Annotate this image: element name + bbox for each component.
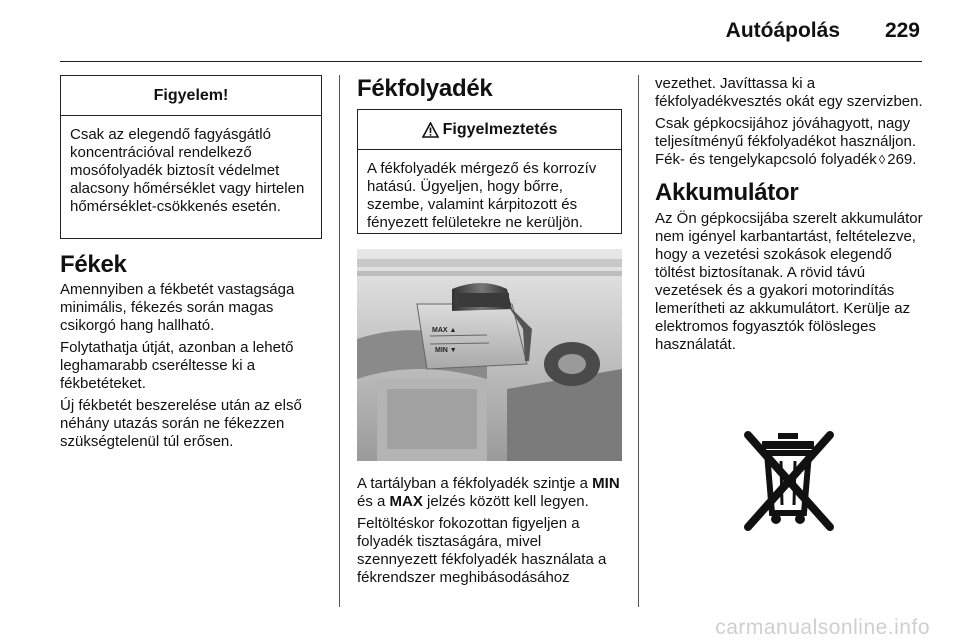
section-heading-brakes: Fékek — [60, 251, 127, 278]
min-label: MIN — [592, 475, 620, 492]
crossed-bin-disposal-icon — [738, 427, 842, 531]
page-number: 229 — [884, 19, 920, 42]
page-header — [60, 0, 922, 62]
min-mark: MIN ▼ — [435, 347, 457, 354]
max-label: MAX — [389, 493, 423, 510]
brakes-paragraph-2: Folytathatja útját, azonban a lehető leghamarabb cseréltesse ki a fékbetéteket. — [60, 339, 294, 392]
text-segment: jelzés között kell legyen. — [427, 493, 589, 510]
section-heading-brake-fluid: Fékfolyadék — [357, 75, 493, 102]
filling-paragraph: Feltöltéskor fokozottan figyeljen a folyadék tisztaságára, mivel szennyezett fékfolyadék használata a fékrendszer meghibásodásához — [357, 515, 607, 586]
notice-text: Csak az elegendő fagyásgátló koncentrációval rendelkező mosófolyadék biztosít védelmet alacsony hőmérséklet vagy hirtelen hőmérséklet-csökkenés esetén. — [70, 126, 305, 215]
battery-paragraph: Az Ön gépkocsijába szerelt akkumulátor nem igényel karbantartást, feltételezve, hogy a vezetési szokások elegendő töltést biztosítanak. A rövid távú vezetések és a gyakori motorindítás lemerítheti az akkumulátort. Kerülje az elektromos fogyasztók fölösleges használatát. — [655, 210, 923, 353]
fluid-level-paragraph — [357, 475, 622, 511]
warning-text: A fékfolyadék mérgező és korrozív hatású. Ügyeljen, hogy bőrre, szembe, valamint kárpitozott és fényezett felületekre ne kerüljön. — [367, 160, 597, 231]
approved-fluid-paragraph — [655, 115, 925, 169]
text-segment: Csak gépkocsijához jóváhagyott, nagy teljesítményű fékfolyadékot használjon. Fék- és tengelykapcsoló folyadék — [655, 115, 916, 168]
warning-header — [358, 110, 621, 150]
text-segment: A tartályban a fékfolyadék szintje a — [357, 475, 588, 492]
column-divider — [339, 75, 340, 607]
section-heading-battery: Akkumulátor — [655, 179, 799, 206]
warning-box — [357, 109, 622, 234]
watermark: carmanualsonline.info — [715, 616, 930, 639]
page-reference-icon: ◊ — [878, 152, 886, 167]
brake-fluid-reservoir-photo — [357, 249, 622, 461]
page-reference[interactable]: 269. — [887, 151, 917, 168]
notice-title: Figyelem! — [61, 76, 321, 116]
column-1 — [60, 75, 322, 455]
column-2 — [357, 75, 622, 591]
warning-title: Figyelmeztetés — [442, 120, 558, 138]
continued-paragraph: vezethet. Javíttassa ki a fékfolyadékvesztés okát egy szervizben. — [655, 75, 923, 110]
brakes-paragraph-3: Új fékbetét beszerelése után az első néhány utazás során ne fékezzen szükségtelenül túl erősen. — [60, 397, 302, 450]
brakes-paragraph-1: Amennyiben a fékbetét vastagsága minimális, fékezés során magas csikorgó hang hallható. — [60, 281, 295, 334]
notice-box — [60, 75, 322, 239]
text-segment: és a — [357, 493, 386, 510]
warning-triangle-icon — [422, 122, 439, 138]
header-title: Autóápolás — [725, 19, 840, 42]
max-mark: MAX ▲ — [432, 327, 457, 334]
column-divider — [638, 75, 639, 607]
column-3 — [655, 75, 925, 358]
